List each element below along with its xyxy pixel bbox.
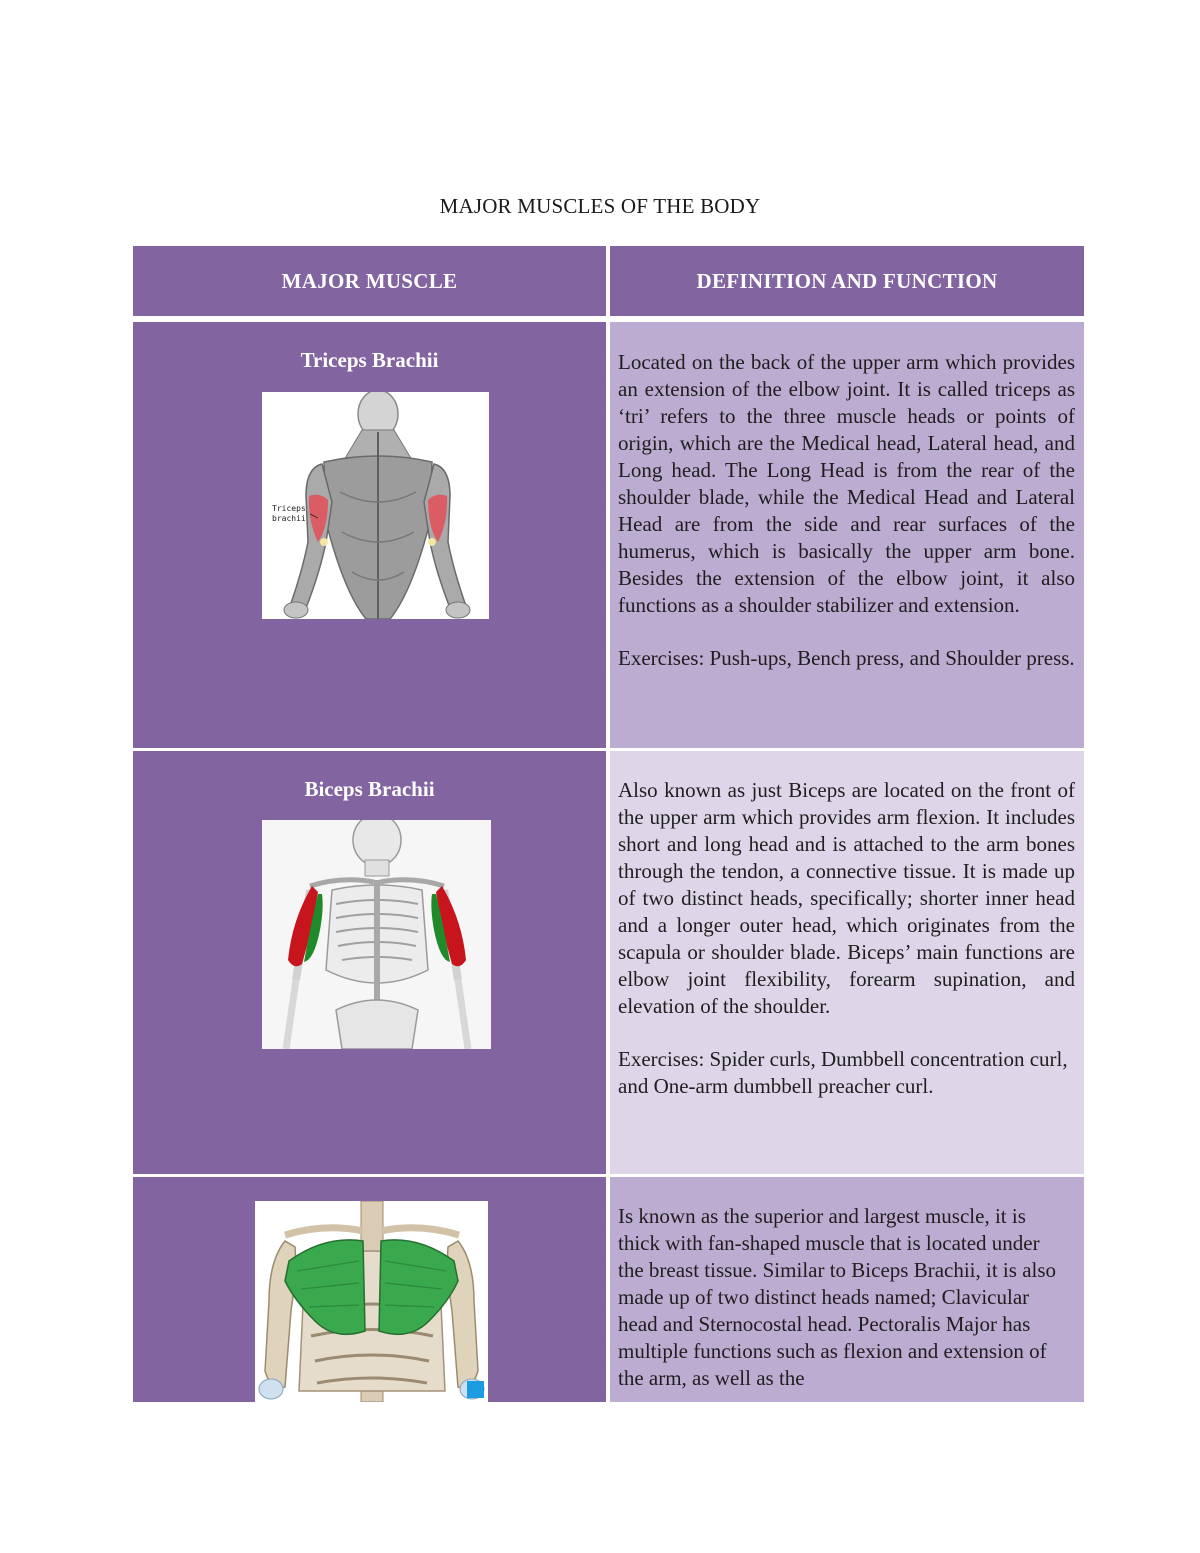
header-major-muscle [133, 246, 606, 316]
header-major-muscle-label: MAJOR MUSCLE [281, 268, 458, 293]
muscle-name-triceps: Triceps Brachii [300, 348, 439, 372]
row-biceps-muscle-cell [133, 751, 606, 1174]
triceps-diagram-icon [262, 392, 489, 619]
biceps-exercises: Exercises: Spider curls, Dumbbell concentration curl, and One-arm dumbbell preacher curl. [618, 1047, 1068, 1098]
biceps-diagram [262, 820, 491, 1049]
document-title: MAJOR MUSCLES OF THE BODY [439, 194, 761, 218]
header-definition-function [610, 246, 1084, 316]
biceps-description: Also known as just Biceps are located on the front of the upper arm which provides arm flexion. It includes short and long head and is attached to the arm bones through the tendon, a connective tissue. It is made up of two distinct heads, specifically; shorter inner head and a longer outer head, which originates from the scapula or shoulder blade. Biceps’ main functions are elbow joint flexibility, forearm supination, and elevation of the shoulder. [618, 778, 1075, 1018]
row-pectoralis-definition-cell [610, 1177, 1084, 1402]
triceps-diagram [262, 392, 489, 619]
svg-text:Triceps: Triceps [272, 504, 306, 513]
pectoralis-description: Is known as the superior and largest muscle, it is thick with fan-shaped muscle that is located under the breast tissue. Similar to Biceps Brachii, it is also made up of two distinct heads named; Clavicular head and Sternocostal head. Pectoralis Major has multiple functions such as flexion and extension of the arm, as well as the [618, 1204, 1057, 1390]
triceps-exercises: Exercises: Push-ups, Bench press, and Shoulder press. [618, 646, 1075, 670]
pectoralis-diagram [255, 1201, 488, 1402]
biceps-diagram-icon [262, 820, 491, 1049]
muscle-name-biceps: Biceps Brachii [304, 777, 435, 801]
row-triceps-definition-cell [610, 322, 1084, 748]
svg-text:brachii: brachii [272, 514, 306, 523]
row-triceps-muscle-cell [133, 322, 606, 748]
row-pectoralis-muscle-cell [133, 1177, 606, 1402]
triceps-description: Located on the back of the upper arm which provides an extension of the elbow joint. It is called triceps as ‘tri’ refers to the three muscle heads or points of origin, which are the Medical head, Lateral head, and Long head. The Long Head is from the rear of the shoulder blade, while the Medical Head and Lateral Head are from the side and rear surfaces of the humerus, which is basically the upper arm bone. Besides the extension of the elbow joint, it also functions as a shoulder stabilizer and extension. [618, 350, 1075, 617]
header-definition-function-label: DEFINITION AND FUNCTION [696, 268, 998, 293]
row-biceps-definition-cell [610, 751, 1084, 1174]
pectoralis-diagram-icon [255, 1201, 488, 1402]
